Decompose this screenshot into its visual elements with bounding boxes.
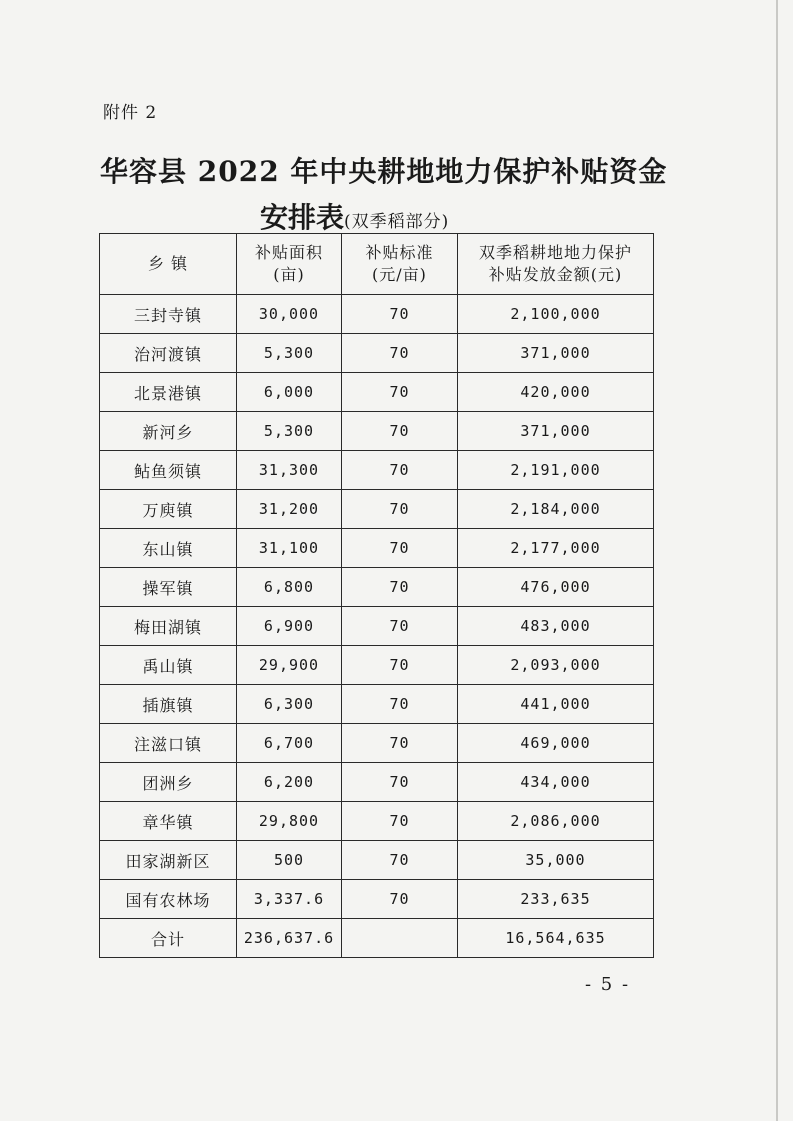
document-title-line1: 华容县 2022 年中央耕地地力保护补贴资金 (100, 155, 668, 188)
table-header-cell: 双季稻耕地地力保护 补贴发放金额(元) (458, 234, 654, 295)
area-cell: 236,637.6 (237, 919, 342, 958)
rate-cell: 70 (342, 685, 458, 724)
table-row (100, 607, 654, 646)
table-header-row (100, 234, 654, 295)
table-body (100, 295, 654, 958)
area-cell: 31,200 (237, 490, 342, 529)
table-row (100, 841, 654, 880)
rate-cell: 70 (342, 568, 458, 607)
township-cell: 田家湖新区 (100, 841, 237, 880)
rate-cell (342, 919, 458, 958)
township-cell: 梅田湖镇 (100, 607, 237, 646)
township-cell: 合计 (100, 919, 237, 958)
amount-cell: 483,000 (458, 607, 654, 646)
table-row (100, 685, 654, 724)
area-cell: 30,000 (237, 295, 342, 334)
area-cell: 29,900 (237, 646, 342, 685)
rate-cell: 70 (342, 412, 458, 451)
table-row (100, 490, 654, 529)
table-row (100, 334, 654, 373)
table-row (100, 568, 654, 607)
area-cell: 6,200 (237, 763, 342, 802)
rate-cell: 70 (342, 295, 458, 334)
subsidy-table (99, 233, 654, 958)
rate-cell: 70 (342, 880, 458, 919)
township-cell: 团洲乡 (100, 763, 237, 802)
area-cell: 500 (237, 841, 342, 880)
table-header-cell: 补贴标准 (元/亩) (342, 234, 458, 295)
area-cell: 6,000 (237, 373, 342, 412)
table-row (100, 919, 654, 958)
table-row (100, 880, 654, 919)
table-row (100, 529, 654, 568)
township-cell: 注滋口镇 (100, 724, 237, 763)
table-row (100, 295, 654, 334)
township-cell: 治河渡镇 (100, 334, 237, 373)
title-subtitle: (双季稻部分) (344, 212, 450, 232)
area-cell: 6,300 (237, 685, 342, 724)
title-main: 安排表 (260, 201, 345, 234)
township-cell: 鲇鱼须镇 (100, 451, 237, 490)
amount-cell: 2,184,000 (458, 490, 654, 529)
table-row (100, 646, 654, 685)
area-cell: 3,337.6 (237, 880, 342, 919)
table-header-cell: 乡 镇 (100, 234, 237, 295)
table-row (100, 763, 654, 802)
amount-cell: 233,635 (458, 880, 654, 919)
rate-cell: 70 (342, 841, 458, 880)
township-cell: 东山镇 (100, 529, 237, 568)
amount-cell: 35,000 (458, 841, 654, 880)
area-cell: 5,300 (237, 334, 342, 373)
area-cell: 5,300 (237, 412, 342, 451)
township-cell: 三封寺镇 (100, 295, 237, 334)
amount-cell: 2,100,000 (458, 295, 654, 334)
rate-cell: 70 (342, 724, 458, 763)
rate-cell: 70 (342, 802, 458, 841)
rate-cell: 70 (342, 763, 458, 802)
table-header-cell: 补贴面积 (亩) (237, 234, 342, 295)
township-cell: 操军镇 (100, 568, 237, 607)
township-cell: 新河乡 (100, 412, 237, 451)
document-title-line2 (260, 196, 449, 236)
amount-cell: 371,000 (458, 334, 654, 373)
table-row (100, 802, 654, 841)
attachment-label: 附件 2 (103, 103, 158, 123)
amount-cell: 441,000 (458, 685, 654, 724)
amount-cell: 476,000 (458, 568, 654, 607)
rate-cell: 70 (342, 529, 458, 568)
page-edge-shadow (776, 0, 778, 1121)
table-row (100, 724, 654, 763)
township-cell: 国有农林场 (100, 880, 237, 919)
rate-cell: 70 (342, 490, 458, 529)
rate-cell: 70 (342, 373, 458, 412)
amount-cell: 2,093,000 (458, 646, 654, 685)
township-cell: 插旗镇 (100, 685, 237, 724)
amount-cell: 434,000 (458, 763, 654, 802)
amount-cell: 371,000 (458, 412, 654, 451)
rate-cell: 70 (342, 451, 458, 490)
township-cell: 万庾镇 (100, 490, 237, 529)
table-row (100, 451, 654, 490)
township-cell: 北景港镇 (100, 373, 237, 412)
area-cell: 6,700 (237, 724, 342, 763)
table-row (100, 412, 654, 451)
amount-cell: 420,000 (458, 373, 654, 412)
amount-cell: 2,191,000 (458, 451, 654, 490)
area-cell: 31,100 (237, 529, 342, 568)
amount-cell: 16,564,635 (458, 919, 654, 958)
amount-cell: 2,086,000 (458, 802, 654, 841)
rate-cell: 70 (342, 607, 458, 646)
page-number: - 5 - (585, 974, 631, 995)
area-cell: 31,300 (237, 451, 342, 490)
area-cell: 29,800 (237, 802, 342, 841)
amount-cell: 2,177,000 (458, 529, 654, 568)
table-row (100, 373, 654, 412)
amount-cell: 469,000 (458, 724, 654, 763)
rate-cell: 70 (342, 334, 458, 373)
township-cell: 章华镇 (100, 802, 237, 841)
township-cell: 禹山镇 (100, 646, 237, 685)
area-cell: 6,800 (237, 568, 342, 607)
area-cell: 6,900 (237, 607, 342, 646)
rate-cell: 70 (342, 646, 458, 685)
